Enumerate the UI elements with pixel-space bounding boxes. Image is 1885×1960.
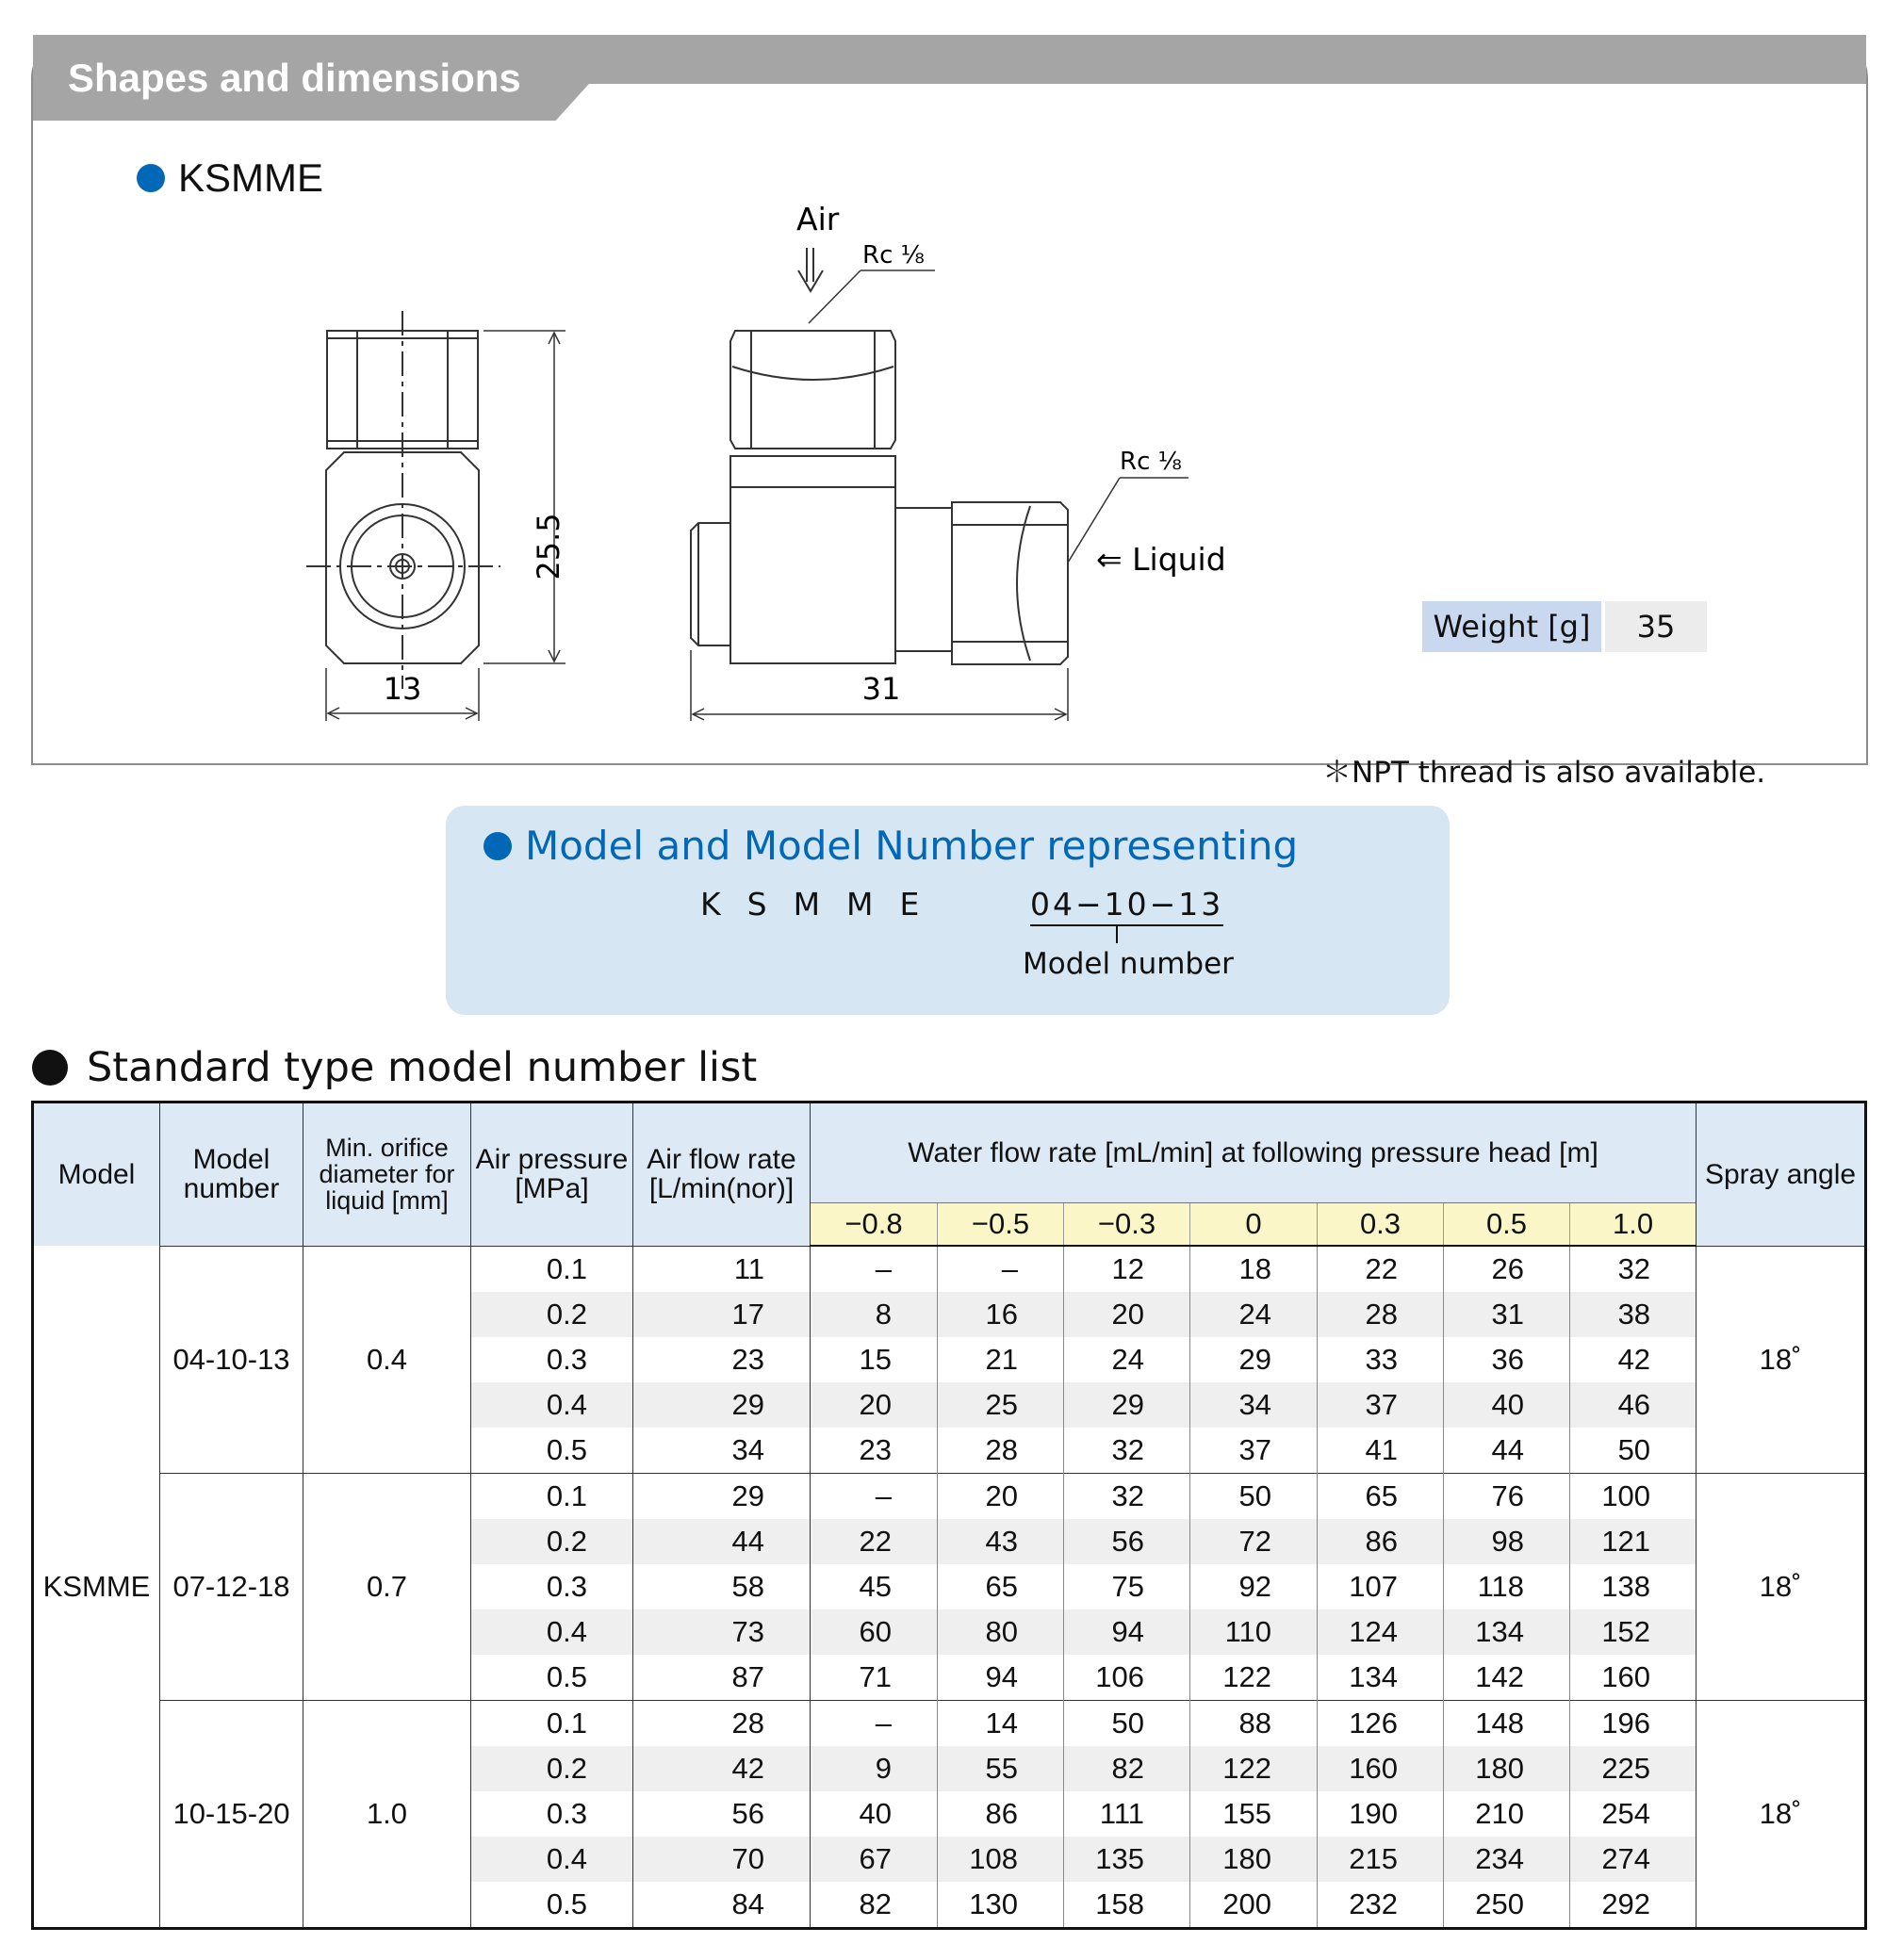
model-representation-title: Model and Model Number representing	[484, 823, 1298, 869]
water-flow-cell: 50	[1570, 1428, 1696, 1474]
water-flow-cell: 12	[1064, 1246, 1190, 1292]
air-pressure-cell: 0.4	[471, 1382, 633, 1428]
water-flow-cell: 107	[1318, 1564, 1444, 1609]
pressure-head-header: −0.5	[938, 1203, 1064, 1247]
header-model: Model	[33, 1102, 160, 1247]
air-pressure-cell: 0.3	[471, 1337, 633, 1382]
width-dimension: 13	[383, 671, 422, 707]
model-number-cell: 07-12-18	[160, 1474, 303, 1701]
water-flow-cell: 24	[1190, 1292, 1318, 1337]
pressure-head-header: 0.3	[1318, 1203, 1444, 1247]
air-pressure-cell: 0.4	[471, 1837, 633, 1882]
air-pressure-cell: 0.2	[471, 1519, 633, 1564]
water-flow-cell: –	[811, 1246, 938, 1292]
water-flow-cell: 37	[1318, 1382, 1444, 1428]
water-flow-cell: 34	[1190, 1382, 1318, 1428]
air-flow-cell: 42	[633, 1746, 811, 1791]
water-flow-cell: 106	[1064, 1655, 1190, 1701]
water-flow-cell: 122	[1190, 1655, 1318, 1701]
water-flow-cell: 86	[1318, 1519, 1444, 1564]
pressure-head-header: −0.8	[811, 1203, 938, 1247]
spray-angle-cell: 18˚	[1696, 1701, 1866, 1929]
air-flow-cell: 34	[633, 1428, 811, 1474]
section-title: Shapes and dimensions	[68, 56, 521, 100]
water-flow-cell: 158	[1064, 1882, 1190, 1929]
water-flow-cell: 190	[1318, 1791, 1444, 1837]
air-pressure-cell: 0.1	[471, 1701, 633, 1747]
water-flow-cell: 130	[938, 1882, 1064, 1929]
weight-value: 35	[1605, 601, 1707, 652]
header-air-flow: Air flow rate [L/min(nor)]	[633, 1102, 811, 1247]
water-flow-cell: 86	[938, 1791, 1064, 1837]
water-flow-cell: 15	[811, 1337, 938, 1382]
water-flow-cell: 160	[1570, 1655, 1696, 1701]
water-flow-cell: 40	[811, 1791, 938, 1837]
water-flow-cell: 38	[1570, 1292, 1696, 1337]
water-flow-cell: 234	[1444, 1837, 1570, 1882]
water-flow-cell: 40	[1444, 1382, 1570, 1428]
table-row	[33, 1701, 1866, 1747]
model-cell: KSMME	[42, 1569, 151, 1603]
water-flow-cell: 22	[1318, 1246, 1444, 1292]
height-dimension: 25.5	[531, 513, 566, 580]
air-flow-cell: 70	[633, 1837, 811, 1882]
air-flow-cell: 11	[633, 1246, 811, 1292]
water-flow-cell: 215	[1318, 1837, 1444, 1882]
water-flow-cell: 250	[1444, 1882, 1570, 1929]
water-flow-cell: 75	[1064, 1564, 1190, 1609]
air-thread-label: Rc ⅛	[862, 241, 925, 270]
water-flow-cell: 72	[1190, 1519, 1318, 1564]
side-nut-outline	[730, 331, 895, 449]
table-row	[33, 1246, 1866, 1292]
pressure-head-header: 0.5	[1444, 1203, 1570, 1247]
spray-angle-cell: 18˚	[1696, 1474, 1866, 1701]
orifice-cell: 0.7	[303, 1474, 471, 1701]
water-flow-cell: 155	[1190, 1791, 1318, 1837]
air-flow-cell: 58	[633, 1564, 811, 1609]
water-flow-cell: 134	[1318, 1655, 1444, 1701]
air-pressure-cell: 0.3	[471, 1564, 633, 1609]
water-flow-cell: 180	[1190, 1837, 1318, 1882]
water-flow-cell: 160	[1318, 1746, 1444, 1791]
orifice-cell: 1.0	[303, 1701, 471, 1929]
water-flow-cell: 65	[1318, 1474, 1444, 1520]
pressure-head-header: 0	[1190, 1203, 1318, 1247]
air-flow-cell: 84	[633, 1882, 811, 1929]
water-flow-cell: 28	[938, 1428, 1064, 1474]
water-flow-cell: 60	[811, 1609, 938, 1655]
water-flow-cell: 8	[811, 1292, 938, 1337]
water-flow-cell: 126	[1318, 1701, 1444, 1747]
air-flow-cell: 73	[633, 1609, 811, 1655]
water-flow-cell: 29	[1064, 1382, 1190, 1428]
water-flow-cell: 124	[1318, 1609, 1444, 1655]
water-flow-cell: 80	[938, 1609, 1064, 1655]
weight-label: Weight [g]	[1422, 601, 1601, 652]
liquid-label: ⇐ Liquid	[1096, 541, 1226, 578]
header-spray-angle: Spray angle	[1696, 1102, 1866, 1247]
side-liquid-nut-outline	[952, 502, 1068, 664]
water-flow-cell: 50	[1064, 1701, 1190, 1747]
water-flow-cell: 135	[1064, 1837, 1190, 1882]
water-flow-cell: 94	[938, 1655, 1064, 1701]
water-flow-cell: 100	[1570, 1474, 1696, 1520]
bullet-icon	[32, 1050, 68, 1086]
orifice-cell: 0.4	[303, 1246, 471, 1474]
water-flow-cell: 210	[1444, 1791, 1570, 1837]
header-orifice: Min. orifice diameter for liquid [mm]	[303, 1102, 471, 1247]
water-flow-cell: 56	[1064, 1519, 1190, 1564]
water-flow-cell: 108	[938, 1837, 1064, 1882]
model-number-cell: 04-10-13	[160, 1246, 303, 1474]
air-flow-cell: 23	[633, 1337, 811, 1382]
air-flow-cell: 29	[633, 1382, 811, 1428]
water-flow-cell: 41	[1318, 1428, 1444, 1474]
model-code: 04−10−13	[1030, 886, 1223, 926]
standard-list-title: Standard type model number list	[32, 1044, 757, 1091]
header-model-number: Model number	[160, 1102, 303, 1247]
water-flow-cell: 110	[1190, 1609, 1318, 1655]
shapes-dimensions-panel	[31, 35, 1868, 790]
front-nut-outline	[327, 331, 478, 449]
air-flow-cell: 44	[633, 1519, 811, 1564]
water-flow-cell: 24	[1064, 1337, 1190, 1382]
water-flow-cell: 33	[1318, 1337, 1444, 1382]
water-flow-cell: 29	[1190, 1337, 1318, 1382]
air-flow-cell: 29	[633, 1474, 811, 1520]
water-flow-cell: 25	[938, 1382, 1064, 1428]
water-flow-cell: 82	[1064, 1746, 1190, 1791]
water-flow-cell: 76	[1444, 1474, 1570, 1520]
water-flow-cell: 67	[811, 1837, 938, 1882]
ksmme-heading: KSMME	[137, 155, 323, 201]
dimension-drawing	[33, 35, 1866, 763]
air-pressure-cell: 0.1	[471, 1474, 633, 1520]
bullet-icon	[137, 164, 165, 192]
water-flow-cell: 152	[1570, 1609, 1696, 1655]
water-flow-cell: 32	[1064, 1474, 1190, 1520]
water-flow-cell: 21	[938, 1337, 1064, 1382]
water-flow-cell: 65	[938, 1564, 1064, 1609]
air-pressure-cell: 0.2	[471, 1292, 633, 1337]
water-flow-cell: –	[811, 1474, 938, 1520]
air-pressure-cell: 0.3	[471, 1791, 633, 1837]
water-flow-cell: –	[938, 1246, 1064, 1292]
water-flow-cell: 225	[1570, 1746, 1696, 1791]
water-flow-cell: 111	[1064, 1791, 1190, 1837]
model-number-cell: 10-15-20	[160, 1701, 303, 1929]
air-pressure-cell: 0.5	[471, 1428, 633, 1474]
air-pressure-cell: 0.5	[471, 1882, 633, 1929]
water-flow-cell: 20	[1064, 1292, 1190, 1337]
water-flow-cell: 28	[1318, 1292, 1444, 1337]
standard-table-body	[33, 1246, 1866, 1929]
water-flow-cell: 142	[1444, 1655, 1570, 1701]
water-flow-cell: 121	[1570, 1519, 1696, 1564]
model-representation-box	[446, 806, 1450, 1015]
model-letters: KSMME	[700, 886, 946, 923]
water-flow-cell: 31	[1444, 1292, 1570, 1337]
water-flow-cell: 32	[1064, 1428, 1190, 1474]
water-flow-cell: 20	[938, 1474, 1064, 1520]
code-leader-line	[1116, 926, 1118, 943]
water-flow-cell: 44	[1444, 1428, 1570, 1474]
water-flow-cell: 134	[1444, 1609, 1570, 1655]
water-flow-cell: 37	[1190, 1428, 1318, 1474]
air-flow-cell: 87	[633, 1655, 811, 1701]
air-flow-cell: 17	[633, 1292, 811, 1337]
water-flow-cell: 138	[1570, 1564, 1696, 1609]
water-flow-cell: 122	[1190, 1746, 1318, 1791]
water-flow-cell: 55	[938, 1746, 1064, 1791]
water-flow-cell: 98	[1444, 1519, 1570, 1564]
water-flow-cell: 23	[811, 1428, 938, 1474]
water-flow-cell: 254	[1570, 1791, 1696, 1837]
water-flow-cell: 9	[811, 1746, 938, 1791]
water-flow-cell: 274	[1570, 1837, 1696, 1882]
water-flow-cell: 50	[1190, 1474, 1318, 1520]
model-number-caption: Model number	[1023, 947, 1234, 981]
air-label: Air	[796, 201, 840, 237]
water-flow-cell: 82	[811, 1882, 938, 1929]
water-flow-cell: 180	[1444, 1746, 1570, 1791]
liquid-thread-label: Rc ⅛	[1120, 448, 1182, 476]
length-dimension: 31	[861, 671, 901, 707]
water-flow-cell: 45	[811, 1564, 938, 1609]
water-flow-cell: 200	[1190, 1882, 1318, 1929]
standard-model-table	[31, 1101, 1867, 1930]
weight-box	[1422, 601, 1707, 652]
npt-note: ＊NPT thread is also available.	[1322, 756, 1766, 790]
water-flow-cell: 26	[1444, 1246, 1570, 1292]
water-flow-cell: 232	[1318, 1882, 1444, 1929]
water-flow-cell: 148	[1444, 1701, 1570, 1747]
water-flow-cell: 43	[938, 1519, 1064, 1564]
water-flow-cell: 14	[938, 1701, 1064, 1747]
water-flow-cell: 32	[1570, 1246, 1696, 1292]
water-flow-cell: 92	[1190, 1564, 1318, 1609]
water-flow-cell: 71	[811, 1655, 938, 1701]
bullet-icon	[484, 832, 512, 860]
table-row	[33, 1474, 1866, 1520]
water-flow-cell: 88	[1190, 1701, 1318, 1747]
water-flow-cell: 18	[1190, 1246, 1318, 1292]
water-flow-cell: 36	[1444, 1337, 1570, 1382]
water-flow-cell: 292	[1570, 1882, 1696, 1929]
water-flow-cell: 20	[811, 1382, 938, 1428]
pressure-head-header: −0.3	[1064, 1203, 1190, 1247]
air-flow-cell: 56	[633, 1791, 811, 1837]
water-flow-cell: 46	[1570, 1382, 1696, 1428]
water-flow-cell: 16	[938, 1292, 1064, 1337]
water-flow-cell: 118	[1444, 1564, 1570, 1609]
water-flow-cell: 22	[811, 1519, 938, 1564]
water-flow-cell: –	[811, 1701, 938, 1747]
header-water-flow: Water flow rate [mL/min] at following pressure head [m]	[811, 1102, 1696, 1203]
air-pressure-cell: 0.5	[471, 1655, 633, 1701]
air-pressure-cell: 0.2	[471, 1746, 633, 1791]
header-air-pressure: Air pressure [MPa]	[471, 1102, 633, 1247]
air-flow-cell: 28	[633, 1701, 811, 1747]
water-flow-cell: 196	[1570, 1701, 1696, 1747]
spray-angle-cell: 18˚	[1696, 1246, 1866, 1474]
water-flow-cell: 42	[1570, 1337, 1696, 1382]
air-pressure-cell: 0.1	[471, 1246, 633, 1292]
water-flow-cell: 94	[1064, 1609, 1190, 1655]
air-pressure-cell: 0.4	[471, 1609, 633, 1655]
pressure-head-header: 1.0	[1570, 1203, 1696, 1247]
